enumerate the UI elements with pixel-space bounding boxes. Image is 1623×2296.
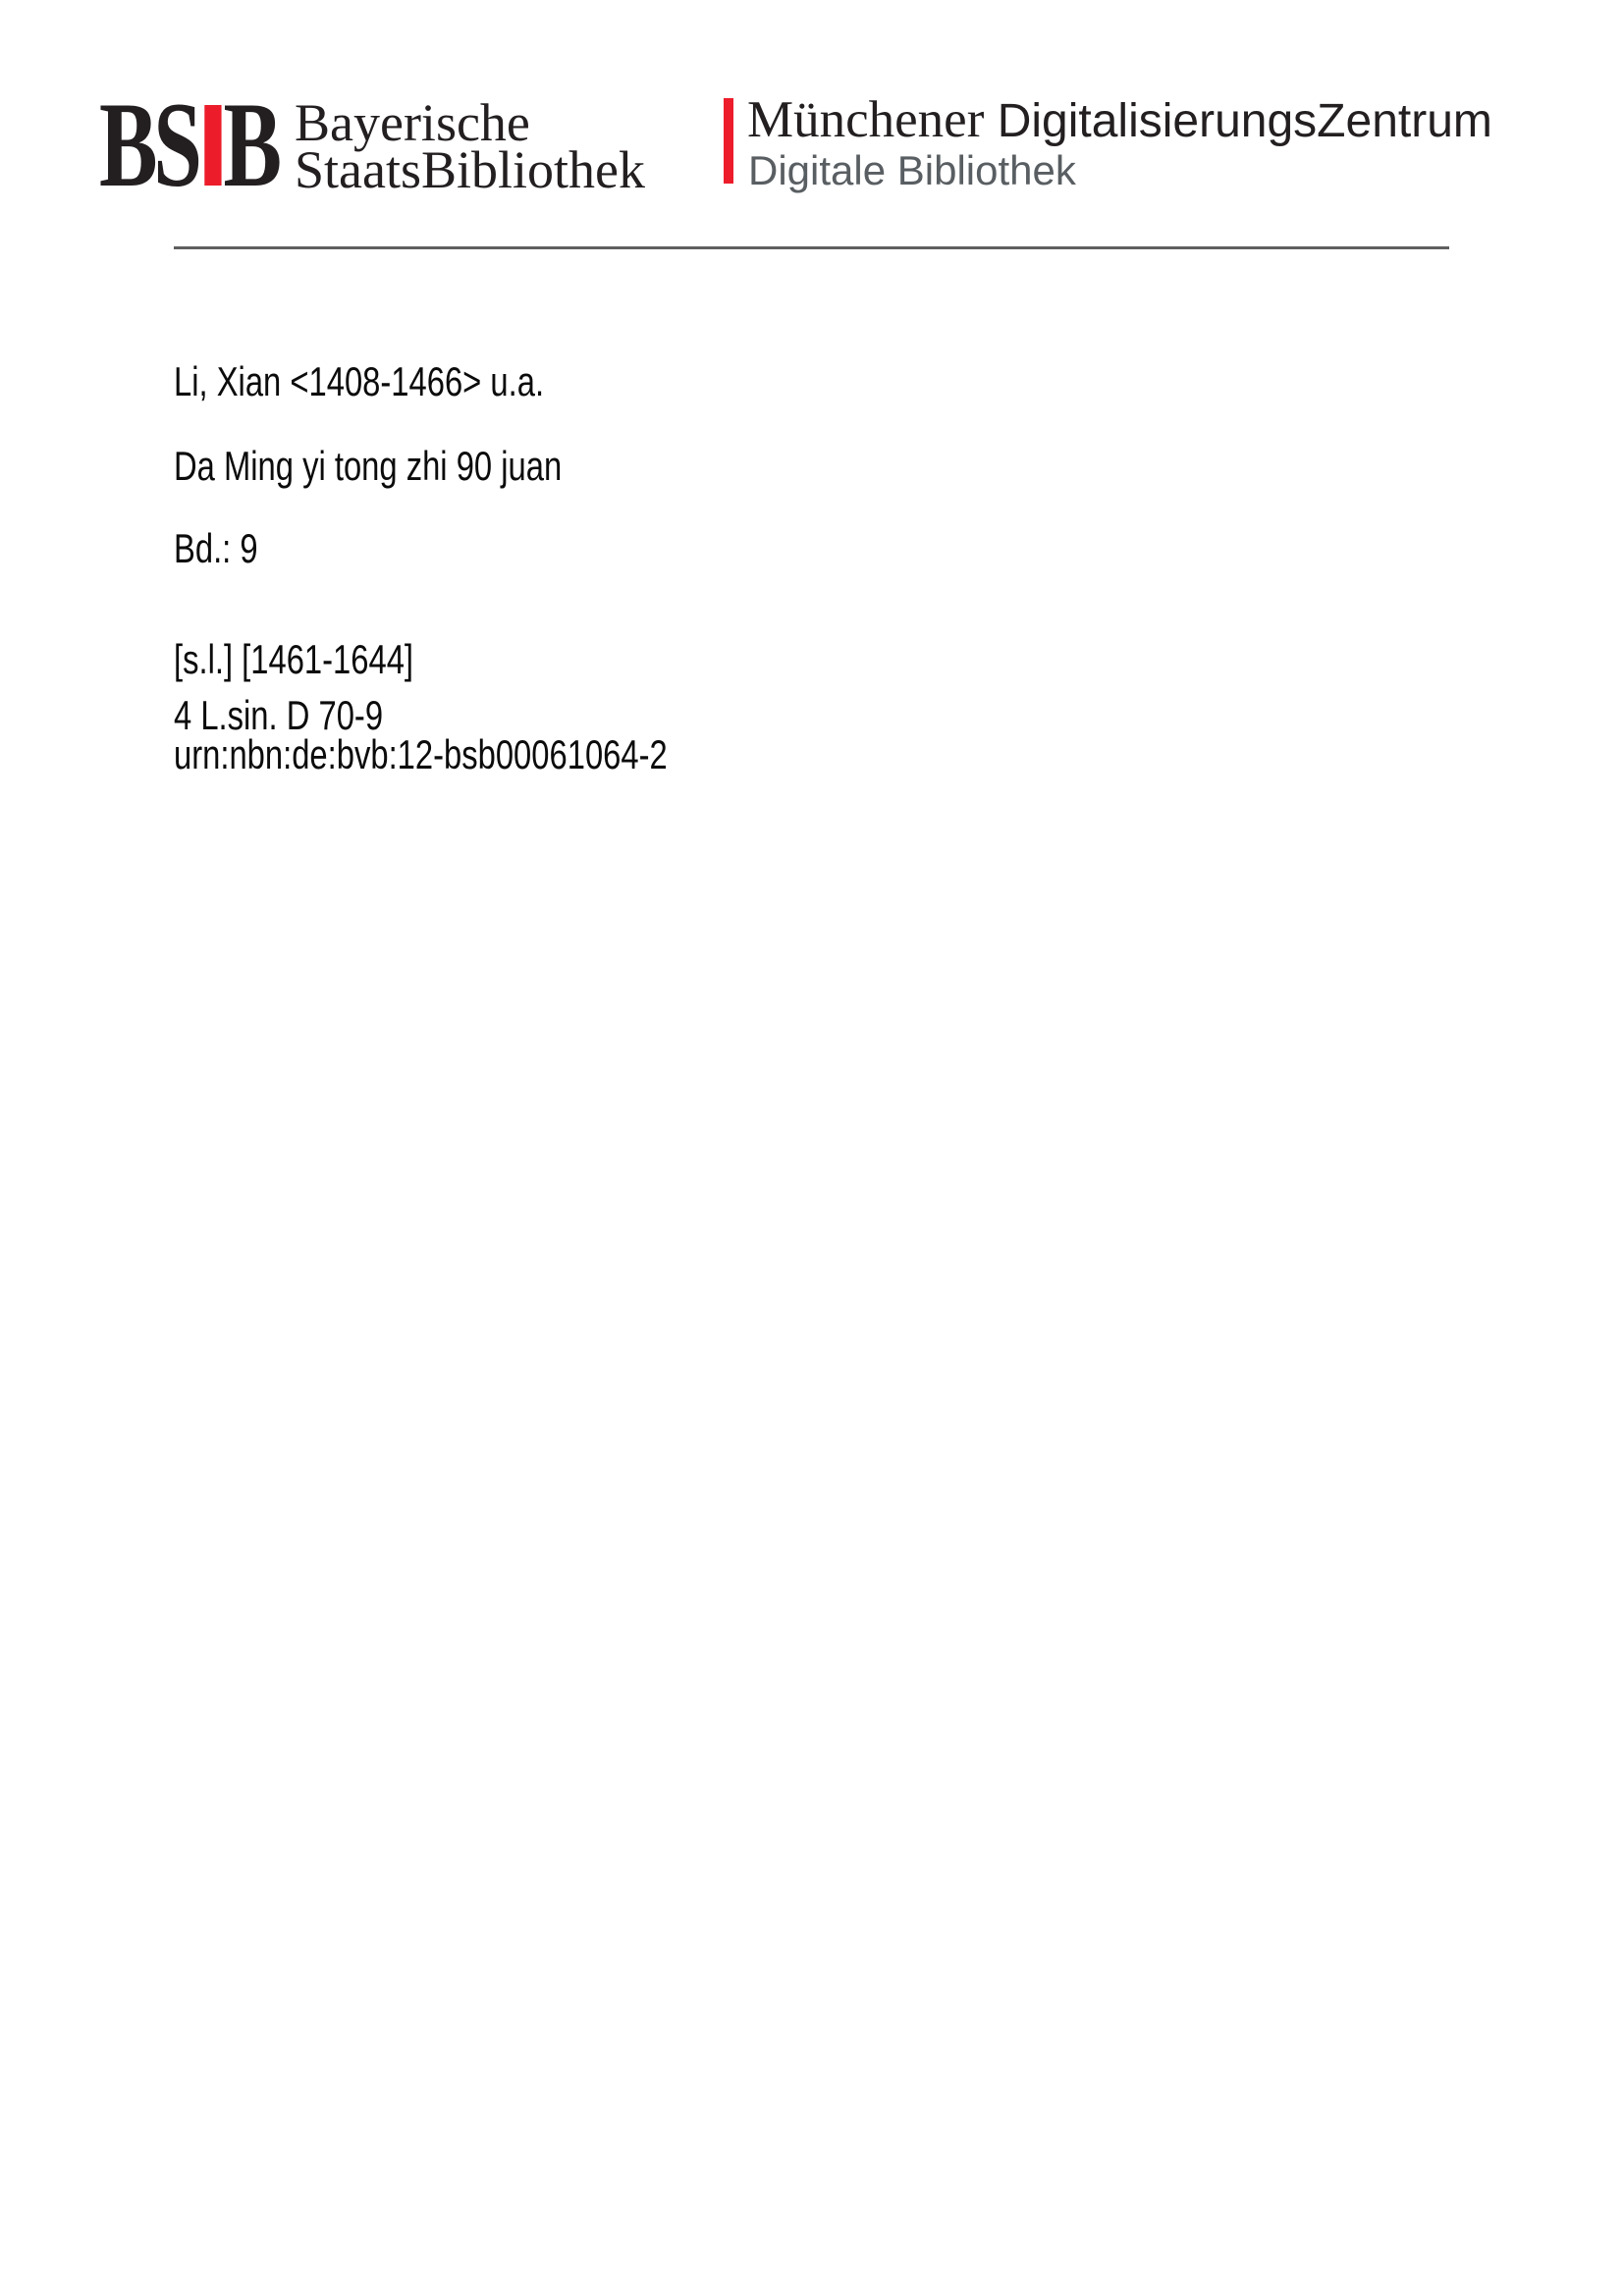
bsb-red-bar-icon — [204, 105, 221, 186]
record-shelfmark: 4 L.sin. D 70-9 — [174, 692, 384, 738]
bsb-wordmark-line1: Bayerische — [295, 93, 530, 152]
record-volume: Bd.: 9 — [174, 525, 258, 571]
mdz-title-serif-part: Münchener — [747, 91, 985, 148]
bsb-monogram-right: B — [223, 78, 283, 212]
bsb-wordmark-line2: StaatsBibliothek — [295, 140, 645, 199]
record-title: Da Ming yi tong zhi 90 juan — [174, 443, 563, 489]
mdz-title-sans-part: DigitalisierungsZentrum — [984, 95, 1492, 147]
mdz-title — [747, 93, 1492, 146]
bsb-wordmark — [295, 93, 645, 199]
bsb-monogram — [99, 78, 283, 212]
header-divider — [174, 246, 1449, 249]
mdz-red-bar-icon — [724, 98, 733, 184]
record-author: Li, Xian <1408-1466> u.a. — [174, 358, 545, 404]
record-identifiers — [174, 692, 668, 777]
record-urn: urn:nbn:de:bvb:12-bsb00061064-2 — [174, 731, 668, 777]
record-imprint: [s.l.] [1461-1644] — [174, 636, 414, 682]
bsb-monogram-left: BS — [99, 78, 198, 212]
mdz-subtitle: Digitale Bibliothek — [748, 147, 1076, 193]
